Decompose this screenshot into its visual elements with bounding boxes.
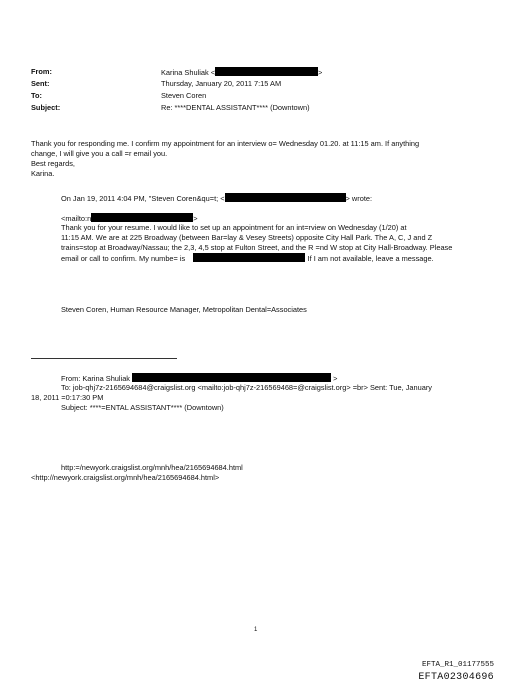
link-url-2[interactable]: <http://newyork.craigslist.org/mnh/hea/2165694684.html> [31, 473, 220, 482]
to-label: To: [31, 91, 42, 100]
quote-mailto-prefix: <mailto:n [61, 214, 92, 223]
quote-para-line-4-suffix: If I am not available, leave a message. [307, 254, 434, 263]
footer-code-1: EFTA_R1_01177555 [421, 661, 494, 669]
redaction-bar [91, 213, 193, 222]
from-value-suffix: > [318, 68, 323, 77]
quote-intro [61, 193, 372, 204]
redaction-bar [193, 253, 305, 262]
from-label: From: [31, 67, 52, 76]
subject-label: Subject: [31, 103, 61, 112]
sent-label: Sent: [31, 79, 50, 88]
redaction-bar [215, 67, 318, 76]
quote-para-line-3: trains=stop at Broadway/Nassau; the 2,3, 4,5 stop at Fulton Street, and the R =nd W stop at City Hall-Broadway. Please [61, 243, 453, 252]
quote-signature: Steven Coren, Human Resource Manager, Metropolitan Dental=Associates [61, 305, 307, 314]
quote-intro-suffix: > wrote: [345, 194, 373, 203]
forwarded-from-suffix: > [333, 374, 338, 383]
quote-intro-prefix: On Jan 19, 2011 4:04 PM, "Steven Coren&qu=t; < [61, 194, 225, 203]
forwarded-from-prefix: From: Karina Shuliak [61, 374, 131, 383]
from-value-prefix: Karina Shuliak < [161, 68, 216, 77]
body-line-4: Karina. [31, 169, 55, 178]
quote-para-line-1: Thank you for your resume. I would like to set up an appointment for an int=rview on Wednesday (1/20) at [61, 223, 407, 232]
link-url-1[interactable]: http:=/newyork.craigslist.org/mnh/hea/2165694684.html [61, 463, 243, 472]
quote-para-line-2: 11:15 AM. We are at 225 Broadway (between Bar=lay & Vesey Streets) opposite City Hall Park. The A, C, J and Z [61, 233, 433, 242]
body-line-3: Best regards, [31, 159, 75, 168]
redaction-bar [132, 373, 331, 382]
subject-value: Re: ****DENTAL ASSISTANT**** (Downtown) [161, 103, 310, 112]
forwarded-to: To: job-qhj7z-2165694684@craigslist.org <mailto:job-qhj7z-216569468=@craigslist.org> =br> Sent: Tue, January [61, 383, 432, 392]
redaction-bar [225, 193, 346, 202]
page-number: 1 [254, 627, 258, 633]
from-value [161, 67, 322, 78]
sent-value: Thursday, January 20, 2011 7:15 AM [161, 79, 282, 88]
forwarded-from [61, 373, 337, 384]
to-value: Steven Coren [161, 91, 207, 100]
forwarded-date: 18, 2011 =0:17:30 PM [31, 393, 104, 402]
separator-rule [31, 358, 177, 359]
body-line-2: change, I will give you a call =r email you. [31, 149, 168, 158]
quote-para-line-4-prefix: email or call to confirm. My numbe= is [61, 254, 186, 263]
quote-mailto [61, 213, 198, 224]
footer-code-2: EFTA02304696 [418, 672, 494, 683]
forwarded-subject: Subject: ****=ENTAL ASSISTANT**** (Downtown) [61, 403, 224, 412]
quote-para-line-4 [61, 253, 434, 264]
quote-mailto-suffix: > [193, 214, 198, 223]
body-line-1: Thank you for responding me. I confirm my appointment for an interview o= Wednesday 01.20. at 11:15 am. If anything [31, 139, 420, 148]
